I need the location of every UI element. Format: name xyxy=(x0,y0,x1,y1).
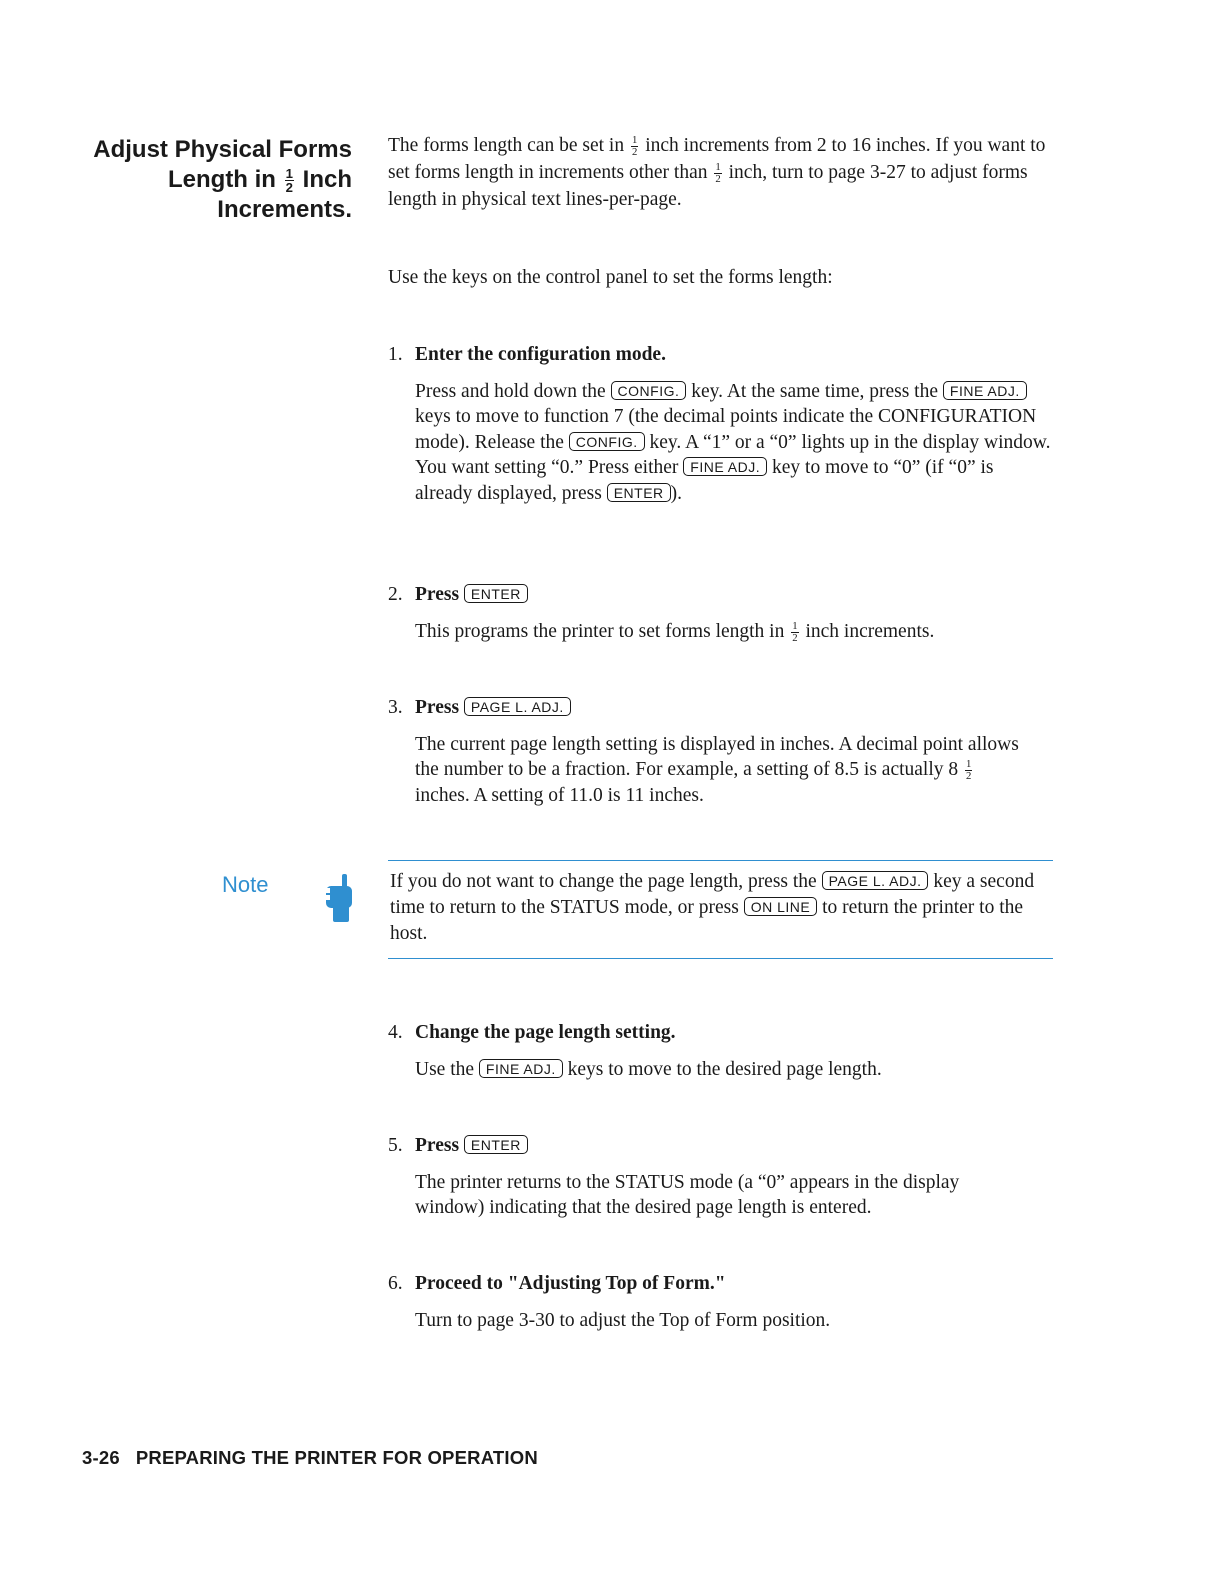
note-bottom-rule xyxy=(388,958,1053,959)
page-footer: 3-26 PREPARING THE PRINTER FOR OPERATION xyxy=(82,1447,538,1468)
step-heading xyxy=(388,1271,1068,1297)
page-l-adj-key: PAGE L. ADJ. xyxy=(822,871,929,890)
on-line-key: ON LINE xyxy=(744,897,818,916)
step-heading xyxy=(388,695,1068,721)
step-text: inch increments. xyxy=(805,620,935,642)
step-body xyxy=(415,379,1055,507)
step-text: key. At the same time, press the xyxy=(691,380,939,402)
fraction xyxy=(965,759,972,781)
step-number: 2. xyxy=(388,584,403,605)
intro-paragraph xyxy=(388,132,1053,213)
step-text: keys to move to function 7 (the decimal points indicate the CONFIGURATION mode). Release the xyxy=(415,406,1037,453)
fine-adj-key: FINE ADJ. xyxy=(479,1059,563,1078)
frac-den: 2 xyxy=(285,180,293,196)
step-5 xyxy=(388,1133,1068,1221)
step-text: keys to move to the desired page length. xyxy=(567,1058,882,1080)
intro-text: The forms length can be set in xyxy=(388,135,625,156)
step-text: ). xyxy=(670,482,683,504)
note-text-part: key a second time to return to the STATUS mode, or press xyxy=(390,871,1035,918)
note-text xyxy=(390,869,1050,947)
step-title: Proceed to "Adjusting Top of Form." xyxy=(415,1273,726,1294)
note-text-part: to return the printer to the host. xyxy=(390,897,1024,944)
step-text: This programs the printer to set forms length in xyxy=(415,620,785,642)
step-heading xyxy=(388,342,1068,368)
intro-text: inch, turn to page 3-27 to adjust forms length in physical text lines-per-page. xyxy=(388,162,1028,210)
section-heading xyxy=(60,135,352,225)
frac-den: 2 xyxy=(966,770,972,783)
config-key: CONFIG. xyxy=(611,381,687,400)
intro-text: inch increments from 2 to 16 inches. If you want to set forms length in increments other than xyxy=(388,135,1046,183)
step-title: Press xyxy=(415,697,460,718)
heading-text: Length in xyxy=(167,166,276,193)
section-heading-line-3: Increments. xyxy=(217,196,352,223)
frac-den: 2 xyxy=(792,631,798,644)
enter-key: ENTER xyxy=(464,584,528,603)
step-number: 5. xyxy=(388,1135,403,1156)
step-title: Change the page length setting. xyxy=(415,1022,676,1043)
step-heading xyxy=(388,582,1068,608)
step-3 xyxy=(388,695,1068,808)
step-text: Use the xyxy=(415,1058,475,1080)
frac-num: 1 xyxy=(966,758,972,771)
step-1 xyxy=(388,342,1068,506)
step-body xyxy=(415,1057,1068,1083)
step-number: 6. xyxy=(388,1273,403,1294)
step-body xyxy=(415,619,1068,645)
step-heading xyxy=(388,1020,1068,1046)
step-4 xyxy=(388,1020,1068,1082)
step-text: Press and hold down the xyxy=(415,380,606,402)
heading-text: Inch xyxy=(302,166,352,193)
step-text: key to move to “0” (if “0” is already displayed, press xyxy=(415,457,994,504)
enter-key: ENTER xyxy=(607,483,671,502)
note-label: Note xyxy=(222,872,269,897)
section-heading-line-1: Adjust Physical Forms xyxy=(93,136,352,163)
step-2 xyxy=(388,582,1068,644)
step-heading xyxy=(388,1133,1068,1159)
fraction xyxy=(714,162,721,184)
step-body xyxy=(415,732,1030,809)
use-keys-paragraph: Use the keys on the control panel to set the forms length: xyxy=(388,267,833,288)
config-key: CONFIG. xyxy=(569,432,645,451)
step-body: Turn to page 3-30 to adjust the Top of Form position. xyxy=(415,1309,831,1331)
step-title: Enter the configuration mode. xyxy=(415,344,666,365)
note-text-part: If you do not want to change the page length, press the xyxy=(390,871,817,892)
frac-den: 2 xyxy=(715,173,721,186)
step-6 xyxy=(388,1271,1068,1333)
step-number: 1. xyxy=(388,344,403,365)
step-title: Press xyxy=(415,1135,460,1156)
fraction xyxy=(631,135,638,157)
frac-num: 1 xyxy=(631,134,638,147)
step-body: The printer returns to the STATUS mode (a “0” appears in the display window) indicating that the desired page length is entered. xyxy=(415,1171,960,1218)
fraction xyxy=(791,621,798,643)
frac-num: 1 xyxy=(285,165,293,181)
page-l-adj-key: PAGE L. ADJ. xyxy=(464,697,571,716)
heading-fraction xyxy=(285,167,294,194)
step-text: inches. A setting of 11.0 is 11 inches. xyxy=(415,784,704,806)
section-heading-line-2 xyxy=(60,165,352,195)
frac-den: 2 xyxy=(631,146,638,159)
step-title: Press xyxy=(415,584,460,605)
pointing-hand-icon xyxy=(322,872,356,924)
step-text: key. A “1” or a “0” lights up in the display window. You want setting “0.” Press either xyxy=(415,431,1051,478)
fine-adj-key: FINE ADJ. xyxy=(683,457,767,476)
step-number: 3. xyxy=(388,697,403,718)
step-number: 4. xyxy=(388,1022,403,1043)
note-top-rule xyxy=(388,860,1053,861)
frac-num: 1 xyxy=(792,619,798,632)
frac-num: 1 xyxy=(715,161,721,174)
enter-key: ENTER xyxy=(464,1135,528,1154)
step-text: The current page length setting is displayed in inches. A decimal point allows the number to be a fraction. For example, a setting of 8.5 is actually 8 xyxy=(415,733,1019,780)
fine-adj-key: FINE ADJ. xyxy=(943,381,1027,400)
